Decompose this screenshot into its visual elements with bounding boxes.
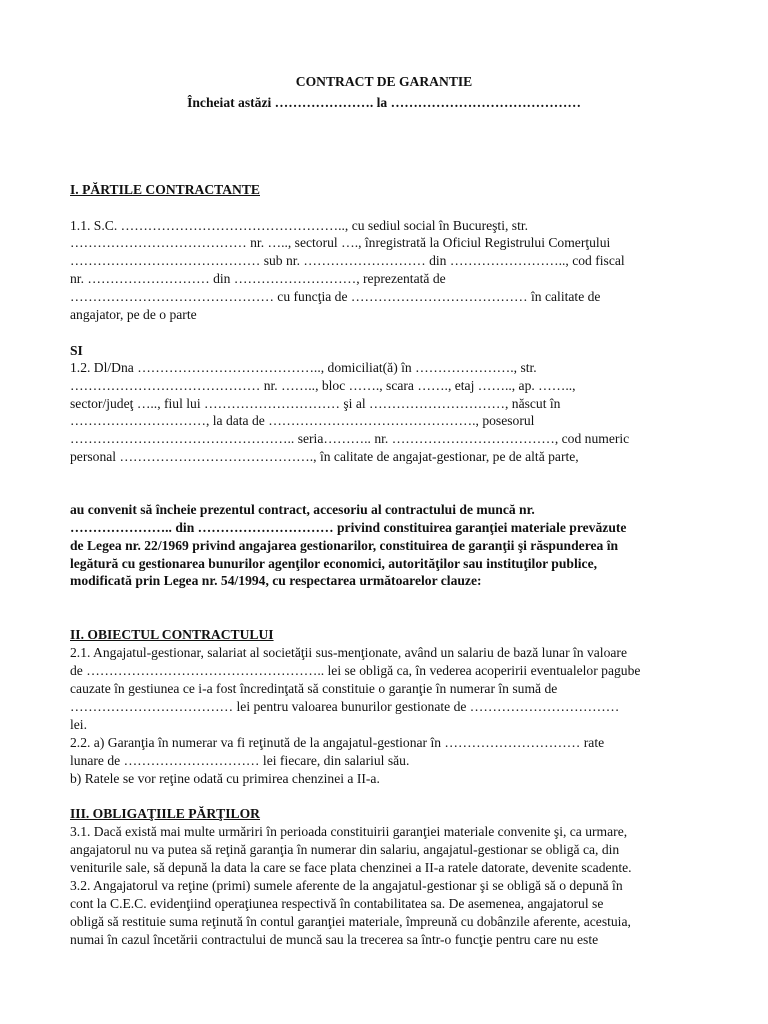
paragraph-1-2-line: sector/judeţ ….., fiul lui ………………………… şi al …………………………, născut în <box>70 396 561 411</box>
section-2-heading: II. OBIECTUL CONTRACTULUI <box>70 627 274 642</box>
paragraph-1-1-line: 1.1. S.C. ………………………………………….., cu sediul social în Bucureşti, str. <box>70 218 529 233</box>
section-2-line: lunare de ………………………… lei fiecare, din salariul său. <box>70 753 410 768</box>
paragraph-1-2-line: 1.2. Dl/Dna ………………………………….., domiciliat(ă) în …………………., str. <box>70 360 537 375</box>
paragraph-1-1-line: ……………………………………… cu funcţia de ………………………………… în calitate de <box>70 289 601 304</box>
paragraph-1-1-line: angajator, pe de o parte <box>70 307 197 322</box>
section-3-line: 3.1. Dacă există mai multe urmăriri în perioada constituirii garanţiei materiale convenite şi, ca urmare, <box>70 824 628 839</box>
section-3-line: obligă să restituie suma reţinută în contul garanţiei materiale, împreună cu dobânzile aferente, acestuia, <box>70 914 631 929</box>
document-title: CONTRACT DE GARANTIE <box>295 74 473 89</box>
section-1-heading: I. PĂRTILE CONTRACTANTE <box>70 182 260 197</box>
section-3-line: 3.2. Angajatorul va reţine (primi) sumele aferente de la angajatul-gestionar şi se obligă să o depună în <box>70 878 623 893</box>
section-2-line: lei. <box>70 717 87 732</box>
paragraph-1-2-line: …………………………………… nr. …….., bloc ……., scara ……., etaj …….., ap. …….., <box>70 378 576 393</box>
agreement-line: legătură cu gestionarea bunurilor agenţilor economici, autorităţilor sau instituţilor publice, <box>70 556 598 571</box>
section-3-line: cont la C.E.C. evidenţiind operaţiunea respectivă în contabilitatea sa. De asemenea, angajatorul se <box>70 896 604 911</box>
si-separator: SI <box>70 343 83 358</box>
section-2-line: cauzate în gestiunea ce i-a fost încredinţată să constituie o garanţie în numerar în sumă de <box>70 681 558 696</box>
section-2-line: 2.1. Angajatul-gestionar, salariat al societăţii sus-menţionate, având un salariu de bază lunar în valoare <box>70 645 627 660</box>
document-subtitle: Încheiat astăzi …………………. la …………………………………… <box>187 95 581 110</box>
paragraph-1-1-line: ………………………………… nr. ….., sectorul …., înregistrată la Oficiul Registrului Comerţului <box>70 235 611 250</box>
section-2-line: b) Ratele se vor reţine odată cu primirea chenzinei a II-a. <box>70 771 380 786</box>
section-3-line: angajatorul nu va putea să reţină garanţia în numerar din salariu, angajatul-gestionar se obligă ca, din <box>70 842 620 857</box>
section-2-line: 2.2. a) Garanţia în numerar va fi reţinută de la angajatul-gestionar în ………………………… rate <box>70 735 605 750</box>
paragraph-1-2-line: …………………………, la data de ………………………………………., posesorul <box>70 413 535 428</box>
agreement-line: au convenit să încheie prezentul contract, accesoriu al contractului de muncă nr. <box>70 502 535 517</box>
section-3-heading: III. OBLIGAŢIILE PĂRŢILOR <box>70 806 260 821</box>
agreement-line: ………………….. din ………………………… privind constituirea garanţiei materiale prevăzute <box>70 520 627 535</box>
agreement-line: modificată prin Legea nr. 54/1994, cu respectarea următoarelor clauze: <box>70 573 482 588</box>
paragraph-1-1-line: nr. ……………………… din ………………………, reprezentată de <box>70 271 446 286</box>
section-3-line: veniturile sale, să depună la data la care se face plata chenzinei a II-a ratele datorate, devenite scadente. <box>70 860 632 875</box>
paragraph-1-2-line: ………………………………………….. seria……….. nr. ………………………………, cod numeric <box>70 431 630 446</box>
section-2-line: de …………………………………………….. lei se obligă ca, în vederea acoperirii eventualelor pagube <box>70 663 641 678</box>
paragraph-1-2-line: personal ……………………………………., în calitate de angajat-gestionar, pe de altă parte, <box>70 449 579 464</box>
paragraph-1-1-line: …………………………………… sub nr. ……………………… din …………………….., cod fiscal <box>70 253 625 268</box>
section-2-line: ……………………………… lei pentru valoarea bunurilor gestionate de …………………………… <box>70 699 620 714</box>
agreement-line: de Legea nr. 22/1969 privind angajarea gestionarilor, constituirea de garanţii şi răspunderea în <box>70 538 619 553</box>
section-3-line: numai în cazul încetării contractului de muncă sau la trecerea sa într-o funcţie pentru care nu este <box>70 932 599 947</box>
